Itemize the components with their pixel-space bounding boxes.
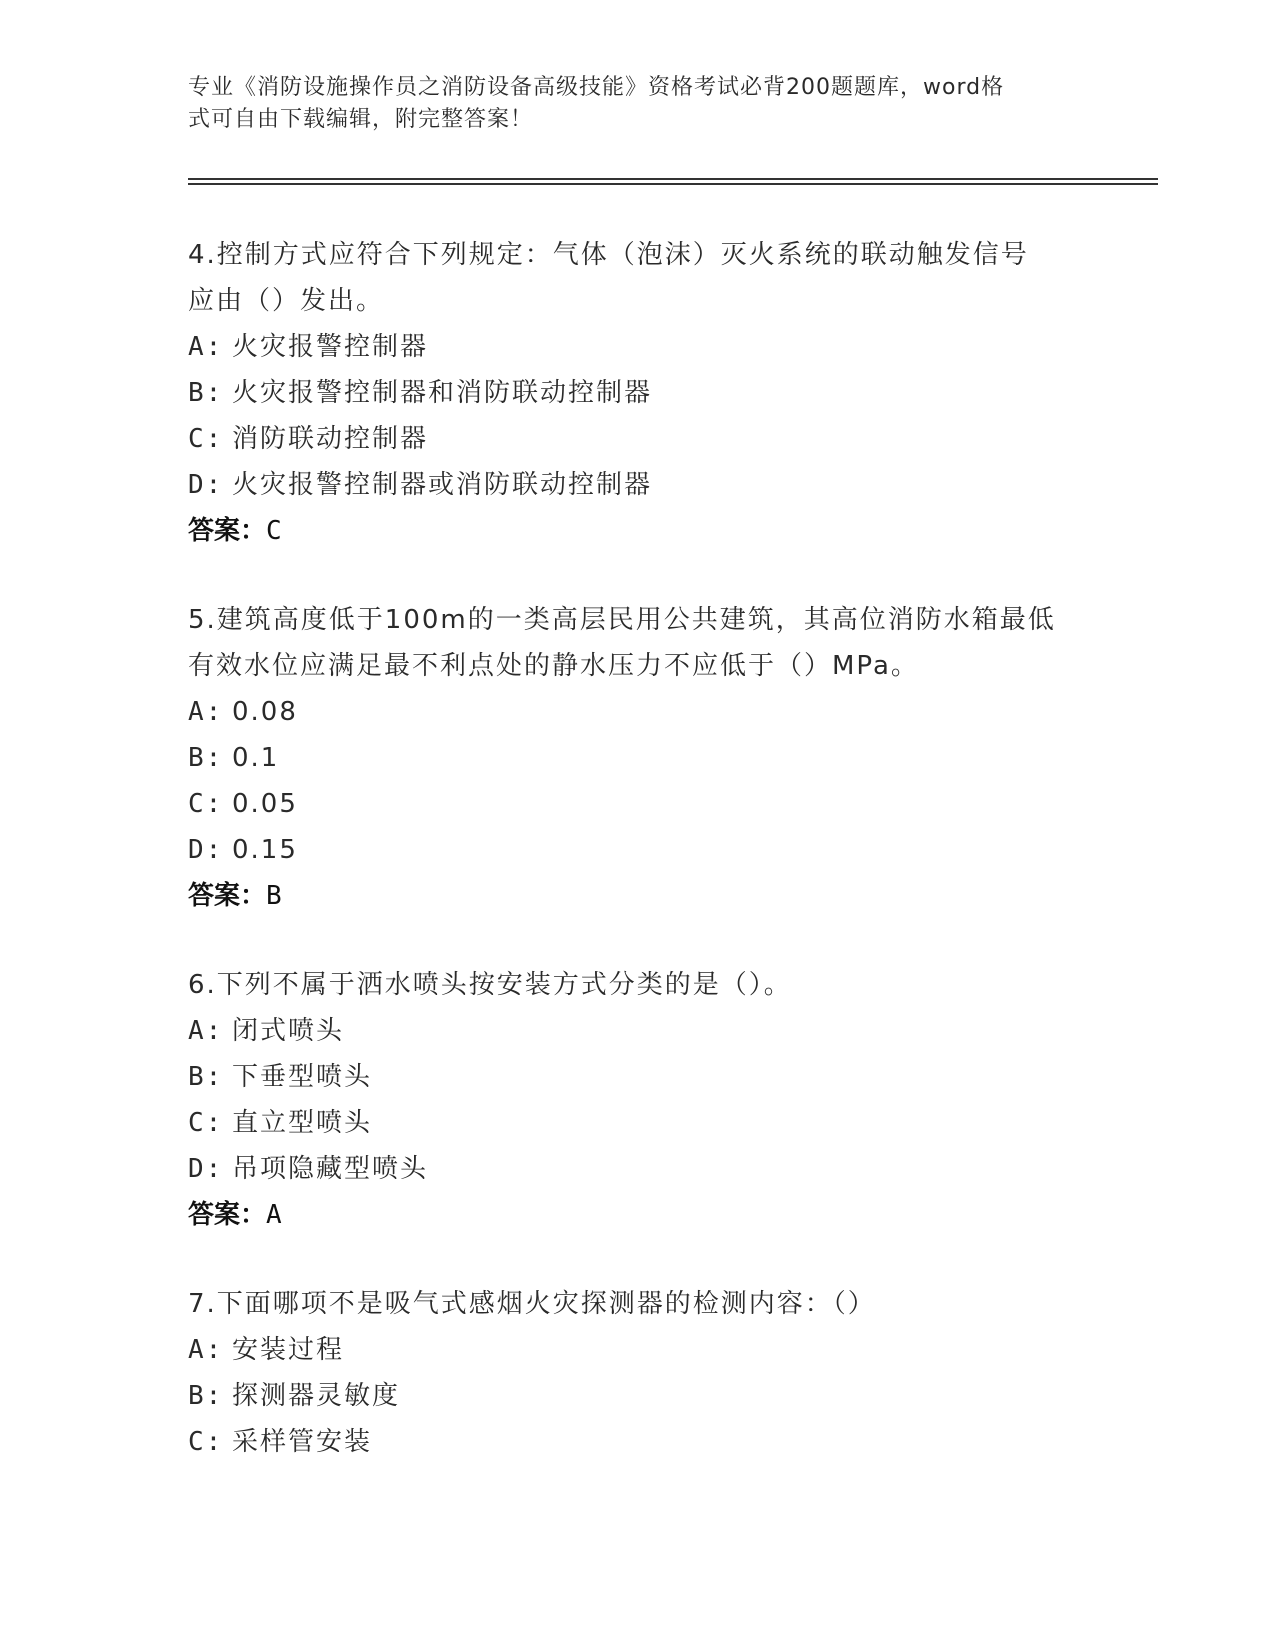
option-key: D: <box>188 470 224 500</box>
option-c <box>188 1419 1088 1465</box>
document-header <box>188 72 1088 136</box>
option-key: C: <box>188 424 224 454</box>
option-key: C: <box>188 1427 224 1457</box>
option-text: 消防联动控制器 <box>232 424 429 454</box>
question-stem <box>188 232 1088 324</box>
question-stem <box>188 962 1088 1008</box>
header-line-1: 专业《消防设施操作员之消防设备高级技能》资格考试必背200题题库，word格 <box>188 75 1005 100</box>
option-b <box>188 370 1088 416</box>
option-d <box>188 462 1088 508</box>
question-7 <box>188 1281 1088 1465</box>
question-stem-line-1: 7.下面哪项不是吸气式感烟火灾探测器的检测内容：（） <box>188 1289 876 1319</box>
option-text: 下垂型喷头 <box>232 1062 373 1092</box>
header-line-2: 式可自由下载编辑，附完整答案！ <box>188 107 534 132</box>
option-b <box>188 1373 1088 1419</box>
answer-label: 答案： <box>188 516 267 546</box>
option-key: B: <box>188 1381 224 1411</box>
option-text: 火灾报警控制器 <box>232 332 429 362</box>
option-c <box>188 781 1088 827</box>
question-4 <box>188 232 1088 554</box>
option-key: B: <box>188 743 224 773</box>
question-5 <box>188 597 1088 919</box>
option-text: 火灾报警控制器或消防联动控制器 <box>232 470 653 500</box>
option-key: C: <box>188 789 224 819</box>
question-stem-line-2: 有效水位应满足最不利点处的静水压力不应低于（）MPa。 <box>188 651 919 681</box>
option-b <box>188 735 1088 781</box>
header-divider-bottom <box>188 183 1158 185</box>
question-stem <box>188 1281 1088 1327</box>
option-text: 0.05 <box>232 789 298 819</box>
option-d <box>188 1146 1088 1192</box>
answer-label: 答案： <box>188 881 267 911</box>
option-a <box>188 689 1088 735</box>
answer-value: B <box>266 881 282 911</box>
option-key: D: <box>188 835 224 865</box>
option-key: A: <box>188 1335 224 1365</box>
question-stem-line-2: 应由（）发出。 <box>188 286 385 316</box>
option-key: B: <box>188 1062 224 1092</box>
question-stem <box>188 597 1088 689</box>
option-key: C: <box>188 1108 224 1138</box>
answer-line <box>188 873 1088 919</box>
option-a <box>188 324 1088 370</box>
question-6 <box>188 962 1088 1238</box>
answer-value: C <box>266 516 282 546</box>
option-text: 直立型喷头 <box>232 1108 373 1138</box>
header-divider-top <box>188 178 1158 180</box>
question-stem-line-1: 4.控制方式应符合下列规定：气体（泡沫）灭火系统的联动触发信号 <box>188 240 1029 270</box>
option-d <box>188 827 1088 873</box>
option-text: 0.15 <box>232 835 298 865</box>
option-text: 安装过程 <box>232 1335 345 1365</box>
option-text: 吊项隐藏型喷头 <box>232 1154 429 1184</box>
option-b <box>188 1054 1088 1100</box>
option-key: B: <box>188 378 224 408</box>
option-text: 闭式喷头 <box>232 1016 345 1046</box>
option-key: D: <box>188 1154 224 1184</box>
answer-label: 答案： <box>188 1200 267 1230</box>
option-text: 探测器灵敏度 <box>232 1381 401 1411</box>
answer-value: A <box>266 1200 282 1230</box>
answer-line <box>188 1192 1088 1238</box>
option-text: 0.1 <box>232 743 280 773</box>
option-a <box>188 1327 1088 1373</box>
option-text: 0.08 <box>232 697 298 727</box>
option-key: A: <box>188 1016 224 1046</box>
option-text: 火灾报警控制器和消防联动控制器 <box>232 378 653 408</box>
option-text: 采样管安装 <box>232 1427 373 1457</box>
option-c <box>188 1100 1088 1146</box>
question-stem-line-1: 6.下列不属于洒水喷头按安装方式分类的是（）。 <box>188 970 792 1000</box>
option-c <box>188 416 1088 462</box>
question-stem-line-1: 5.建筑高度低于100m的一类高层民用公共建筑，其高位消防水箱最低 <box>188 605 1056 635</box>
option-a <box>188 1008 1088 1054</box>
option-key: A: <box>188 697 224 727</box>
answer-line <box>188 508 1088 554</box>
option-key: A: <box>188 332 224 362</box>
